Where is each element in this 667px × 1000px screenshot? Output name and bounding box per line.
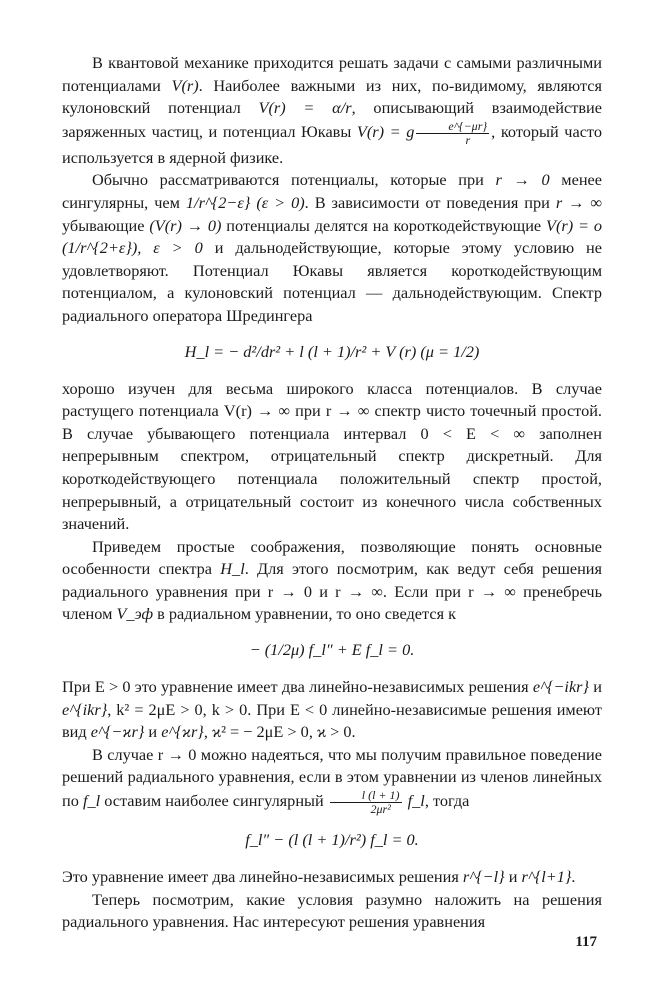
page-number: 117 — [575, 934, 597, 950]
paragraph-7: Это уравнение имеет два линейно-независимых решения r^{−l} и r^{l+1}. — [62, 867, 576, 887]
asymptotic-formula: − (1/2μ) f_l″ + E f_l = 0. — [249, 640, 415, 660]
near-zero-formula: f_l″ − (l (l + 1)/r²) f_l = 0. — [245, 830, 419, 850]
singular-term-fraction: $\frac{l (l + 1)}{\text{2μr²}}$ — [330, 789, 402, 816]
paragraph-1: В квантовой механике приходится решать задачи с самыми различными потенциалами V(r). Наиболее важными из них, по-видимому, являются кулоновский потенциал V(r) = α/r, описывающий взаимодействие заряженных частиц, и потенциал Юкавы V(r) = g $\frac{e\^{}\{-\mu r\}}{r}$ , который часто используется в ядерной физике. — [62, 53, 602, 167]
paragraph-4: Приведем простые соображения, позволяющие понять основные особенности спектра H_l. Для этого посмотрим, как ведут себя решения радиального уравнения при r → 0 и r → ∞. Если при r → ∞ пренебречь членом V_эф в радиальном уравнении, то оно сведется к — [62, 536, 602, 624]
page-body — [62, 52, 602, 934]
paragraph-3: хорошо изучен для весьма широкого класса потенциалов. В случае растущего потенциала V(r) → ∞ при r → ∞ спектр чисто точечный простой. В случае убывающего потенциала интервал 0 < E < ∞ заполнен непрерывным спектром, отрицательный спектр дискретный. Для короткодействующего потенциала положительный спектр простой, непрерывный, а отрицательный состоит из конечного числа собственных значений. — [62, 378, 602, 534]
hamiltonian-formula: H_l = − d²/dr² + l (l + 1)/r² + V (r) (μ = 1/2) — [184, 341, 480, 361]
paragraph-2: Обычно рассматриваются потенциалы, которые при r → 0 менее сингулярны, чем 1/r^{2−ε} (ε > 0). В зависимости от поведения при r → ∞ убывающие (V(r) → 0) потенциалы делятся на короткодействующие V(r) = o (1/r^{2+ε}), ε > 0 и дальнодействующие, которые этому условию не удовлетворяют. Потенциал Юкавы является короткодействующим потенциалом, а кулоновский потенциал — дальнодействующим. Спектр радиального оператора Шредингера — [62, 170, 603, 325]
paragraph-5: При E > 0 это уравнение имеет два линейно-независимых решения e^{−ikr} и e^{ikr}, k² = 2μE > 0, k > 0. При E < 0 линейно-независимые решения имеют вид e^{−ϰr} и e^{ϰr}, ϰ² = − 2μE > 0, ϰ > 0. — [62, 677, 602, 742]
paragraph-8: Теперь посмотрим, какие условия разумно наложить на решения радиального уравнения. Нас интересуют решения уравнения — [62, 889, 602, 932]
yukawa-fraction: $\frac{e\^{}\{-\mu r\}}{r}$ — [416, 120, 489, 147]
paragraph-6: В случае r → 0 можно надеяться, что мы получим правильное поведение решений радиального уравнения, если в этом уравнении из членов линейных по f_l оставим наиболее сингулярный $\frac{l (l + 1)}{\text{2μr²}}$ f_l, тогда — [62, 744, 602, 817]
